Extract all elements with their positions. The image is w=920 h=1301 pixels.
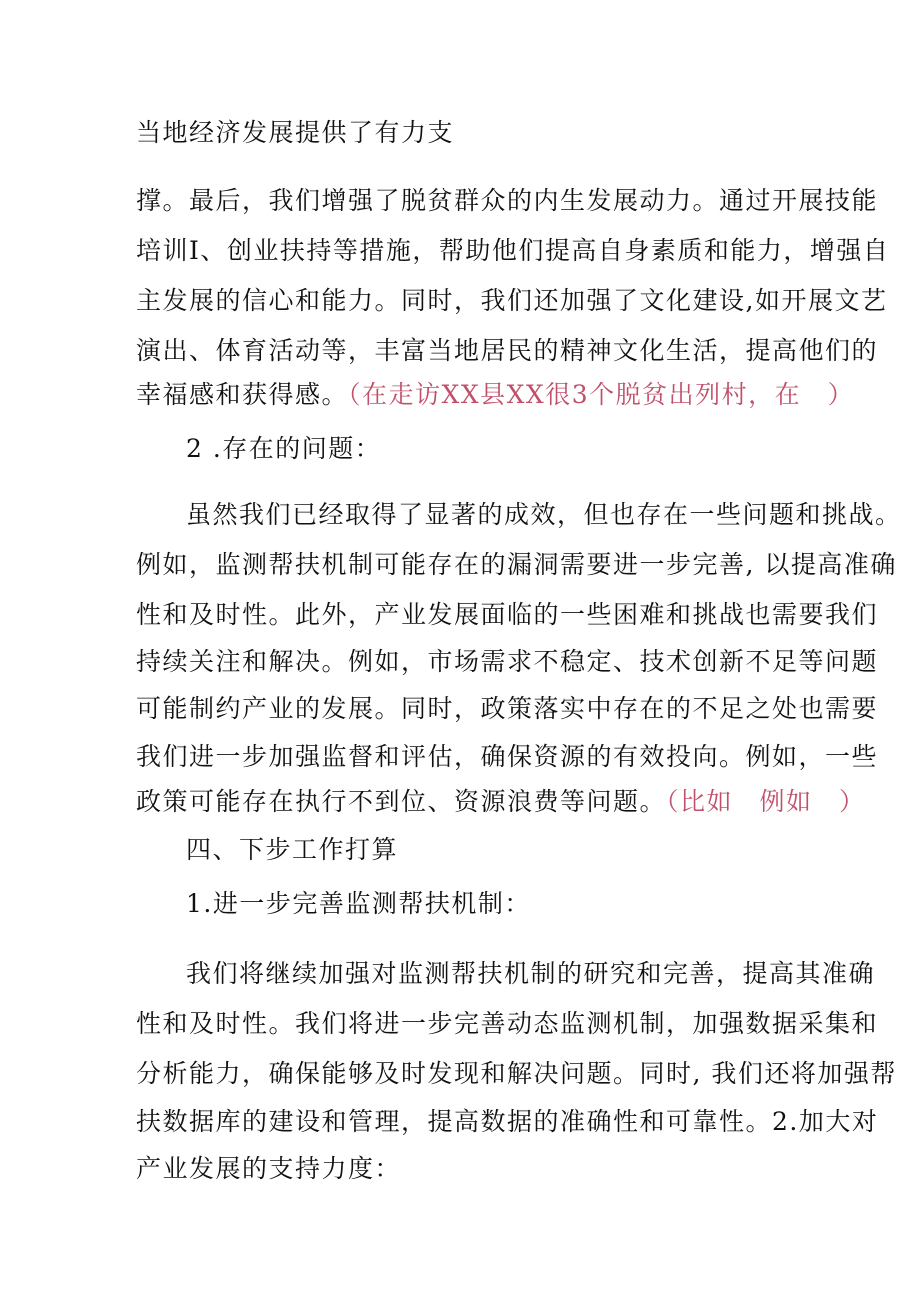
paragraph-line: 我们将继续加强对监测帮扶机制的研究和完善，提高其准确 bbox=[186, 959, 876, 988]
paragraph-line: 性和及时性。我们将进一步完善动态监测机制，加强数据采集和 bbox=[136, 1009, 879, 1038]
paragraph-line-with-note bbox=[136, 376, 854, 414]
paragraph-line: 产业发展的支持力度： bbox=[136, 1154, 402, 1183]
section-heading: 2 .存在的问题： bbox=[186, 434, 382, 463]
paragraph-line: 可能制约产业的发展。同时，政策落实中存在的不足之处也需要 bbox=[136, 694, 879, 723]
annotation-note: （在走访XX县XX很3个脱贫出列村，在 ） bbox=[348, 380, 855, 409]
paragraph-text: 幸福感和获得感。 bbox=[136, 380, 349, 409]
paragraph-line: 性和及时性。此外，产业发展面临的一些困难和挑战也需要我们 bbox=[136, 600, 879, 629]
paragraph-line: 持续关注和解决。例如，市场需求不稳定、技术创新不足等问题 bbox=[136, 647, 879, 676]
paragraph-line: 例如，监测帮扶机制可能存在的漏洞需要进一步完善, 以提高准确 bbox=[136, 550, 897, 579]
section-heading: 1.进一步完善监测帮扶机制： bbox=[186, 889, 531, 918]
paragraph-line: 分析能力，确保能够及时发现和解决问题。同时, 我们还将加强帮 bbox=[136, 1059, 897, 1088]
paragraph-line: 虽然我们已经取得了显著的成效，但也存在一些问题和挑战。 bbox=[186, 500, 902, 529]
paragraph-line: 扶数据库的建设和管理，提高数据的准确性和可靠性。2.加大对 bbox=[136, 1107, 879, 1136]
paragraph-text: 政策可能存在执行不到位、资源浪费等问题。 bbox=[136, 787, 667, 816]
paragraph-line: 撑。最后，我们增强了脱贫群众的内生发展动力。通过开展技能 bbox=[136, 186, 879, 215]
paragraph-line: 我们进一步加强监督和评估，确保资源的有效投向。例如，一些 bbox=[136, 742, 879, 771]
chapter-heading: 四、下步工作打算 bbox=[186, 835, 399, 864]
paragraph-line: 培训I、创业扶持等措施，帮助他们提高自身素质和能力，增强自 bbox=[136, 236, 890, 265]
paragraph-line: 演出、体育活动等，丰富当地居民的精神文化生活，提高他们的 bbox=[136, 336, 879, 365]
paragraph-line-with-note bbox=[136, 783, 866, 821]
paragraph-line: 主发展的信心和能力。同时，我们还加强了文化建设,如开展文艺 bbox=[136, 286, 888, 315]
paragraph-line: 当地经济发展提供了有力支 bbox=[136, 118, 455, 147]
annotation-note: （比如 例如 ） bbox=[666, 787, 866, 816]
